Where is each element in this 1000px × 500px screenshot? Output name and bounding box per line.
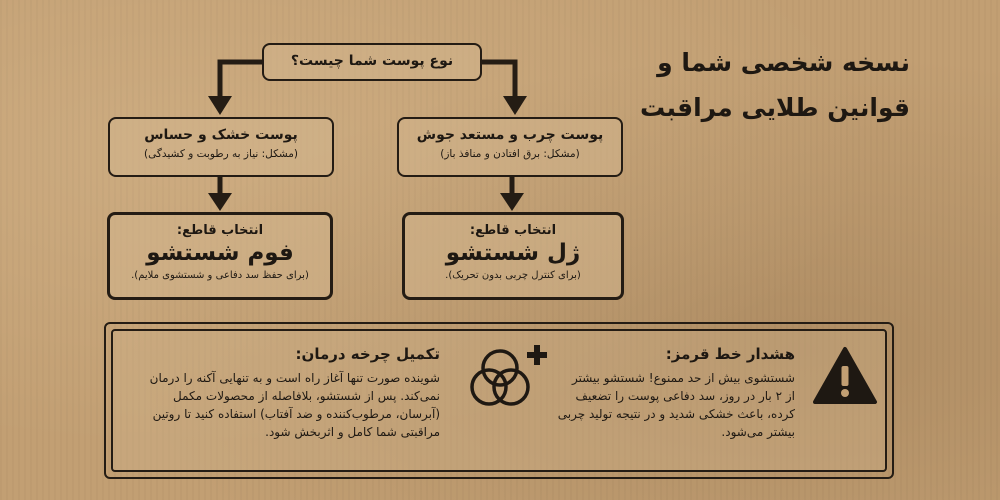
- dry-choice-box: [107, 212, 333, 300]
- title-line-2: قوانین طلایی مراقبت: [640, 93, 910, 122]
- dry-choice: فوم شستشو: [146, 240, 294, 266]
- warning-line: شستشوی بیش از حد ممنوع! شستشو بیشتر: [571, 371, 795, 385]
- oily-skin-box: [397, 117, 623, 177]
- warning-line: از ۲ بار در روز، سد دفاعی پوست را تضعیف: [575, 389, 795, 403]
- dry-choice-prefix: انتخاب قاطع:: [176, 223, 264, 238]
- treatment-line: (آبرسان، مرطوب‌کننده و ضد آفتاب) استفاده کنید تا روتین: [152, 407, 440, 421]
- title-line-1: نسخه شخصی شما و: [657, 48, 910, 77]
- arrow-to-dry: [220, 62, 262, 98]
- warning-line: کرده، باعث خشکی شدید و در نتیجه تولید چربی: [557, 407, 795, 421]
- dry-skin-box: [108, 117, 334, 177]
- treatment-cycle-section: [140, 345, 440, 441]
- warning-section: [545, 345, 795, 441]
- oily-choice-reason: (برای کنترل چربی بدون تحریک).: [445, 270, 581, 281]
- oily-skin-title: پوست چرب و مستعد جوش: [416, 127, 604, 143]
- dry-choice-reason: (برای حفظ سد دفاعی و شستشوی ملایم).: [131, 270, 309, 281]
- oily-skin-problem: (مشکل: برق افتادن و منافذ باز): [440, 148, 580, 160]
- dry-skin-title: پوست خشک و حساس: [144, 127, 298, 143]
- skin-type-question: نوع پوست شما چیست؟: [290, 53, 454, 69]
- treatment-title: تکمیل چرخه درمان:: [295, 345, 440, 363]
- treatment-line: شوینده صورت تنها آغاز راه است و به تنهایی آکنه را درمان: [149, 371, 440, 385]
- warning-line: بیشتر می‌شود.: [721, 425, 795, 439]
- oily-choice-box: [402, 212, 624, 300]
- arrowhead-oily: [503, 96, 527, 115]
- arrowhead-dry: [208, 96, 232, 115]
- arrow-to-oily: [482, 62, 515, 98]
- skin-type-question-box: [262, 43, 482, 81]
- arrowhead-oily-result: [500, 193, 524, 211]
- dry-skin-problem: (مشکل: نیاز به رطوبت و کشیدگی): [143, 148, 299, 160]
- arrowhead-dry-result: [208, 193, 232, 211]
- warning-triangle-icon: [812, 346, 878, 406]
- page-title: [640, 40, 910, 130]
- warning-body: [545, 369, 795, 441]
- oily-choice: ژل شستشو: [445, 240, 581, 266]
- oily-choice-prefix: انتخاب قاطع:: [469, 223, 557, 238]
- warning-title: هشدار خط قرمز:: [665, 345, 795, 363]
- treatment-line: نمی‌کند. پس از شستشو، بلافاصله از محصولات مکمل: [173, 389, 440, 403]
- treatment-line: مراقبتی شما کامل و اثربخش شود.: [265, 425, 440, 439]
- treatment-body: [140, 369, 440, 441]
- interlocking-rings-icon: [466, 346, 534, 410]
